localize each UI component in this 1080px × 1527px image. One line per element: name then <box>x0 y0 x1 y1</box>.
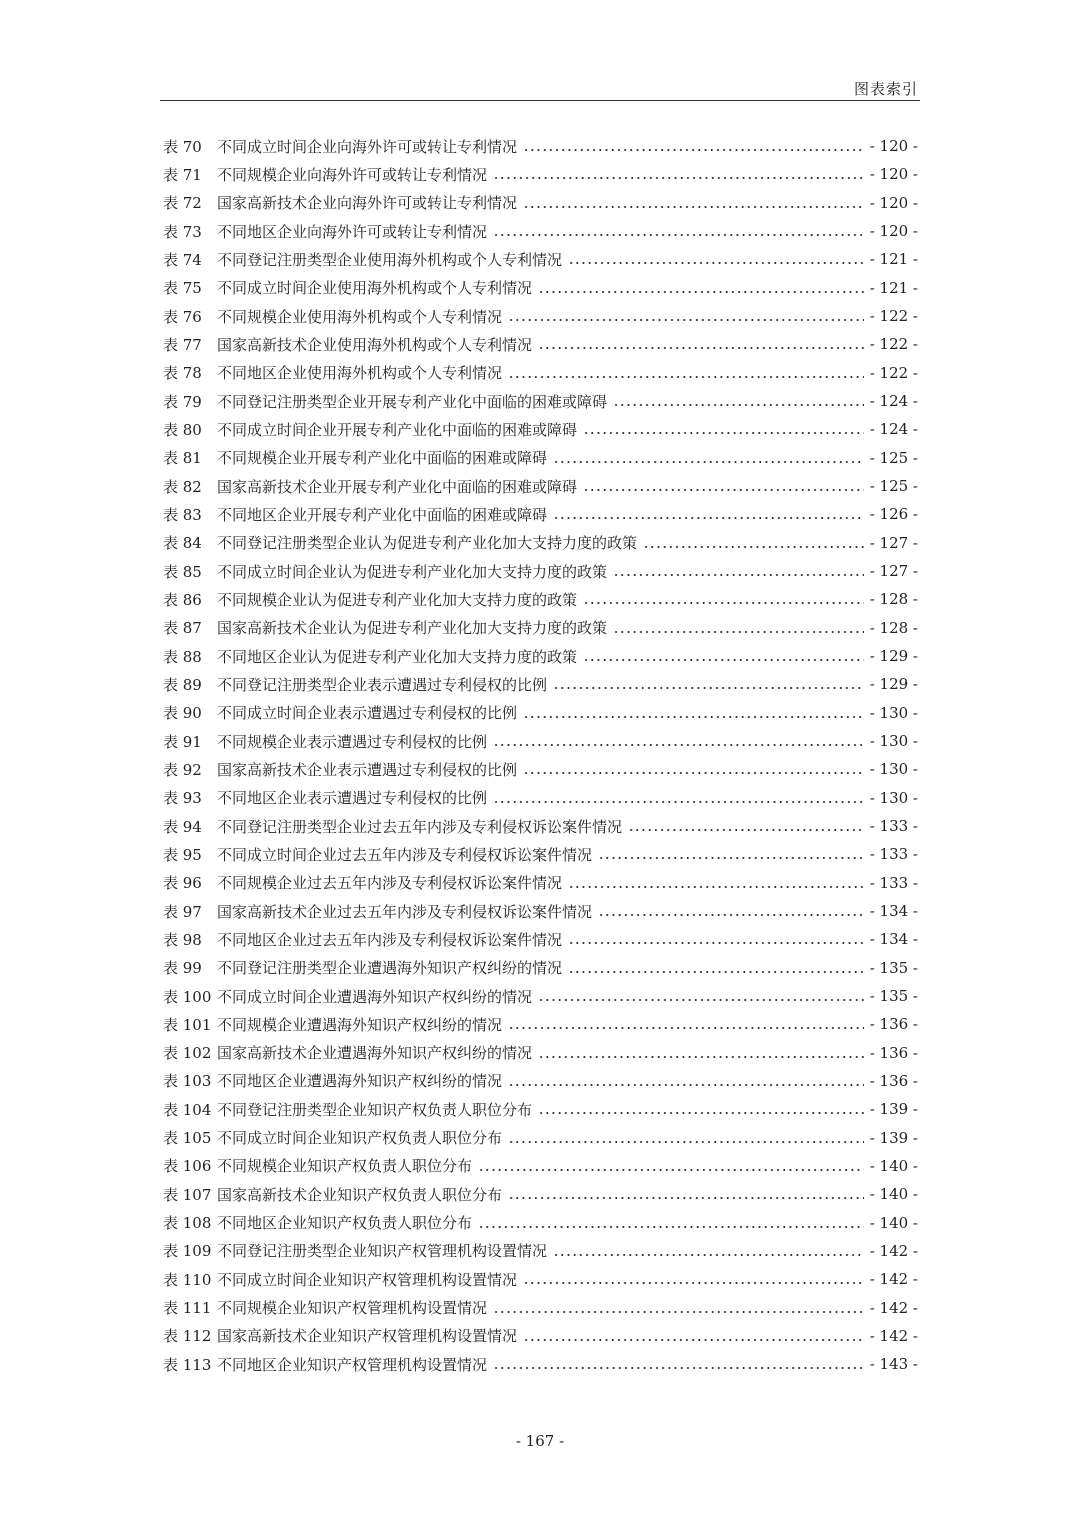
toc-entry-label: 表 102 <box>163 1044 212 1063</box>
dot-leader <box>523 1329 864 1343</box>
toc-entry-label: 表 77 <box>163 335 202 354</box>
toc-entry[interactable] <box>163 330 918 358</box>
toc-entry[interactable] <box>163 1067 918 1095</box>
toc-entry-label: 表 79 <box>163 392 202 411</box>
toc-entry-label: 表 87 <box>163 619 202 638</box>
toc-entry-label: 表 98 <box>163 930 202 949</box>
toc-entry-title: 不同成立时间企业知识产权负责人职位分布 <box>217 1129 503 1148</box>
toc-entry-page: - 136 - <box>869 1071 918 1090</box>
toc-entry-page: - 130 - <box>869 788 918 807</box>
dot-leader <box>523 139 864 153</box>
dot-leader <box>583 592 864 606</box>
toc-entry-title: 不同成立时间企业开展专利产业化中面临的困难或障碍 <box>217 420 578 439</box>
toc-entry[interactable] <box>163 812 918 840</box>
dot-leader <box>493 791 864 805</box>
toc-entry-page: - 130 - <box>869 732 918 751</box>
toc-entry-label: 表 73 <box>163 222 202 241</box>
header-rule <box>160 100 920 101</box>
toc-entry-page: - 142 - <box>869 1270 918 1289</box>
toc-entry-title: 不同成立时间企业遭遇海外知识产权纠纷的情况 <box>217 987 533 1006</box>
dot-leader <box>508 1131 864 1145</box>
toc-entry-label: 表 83 <box>163 505 202 524</box>
toc-entry-label: 表 95 <box>163 845 202 864</box>
toc-entry-label: 表 109 <box>163 1242 212 1261</box>
toc-entry-page: - 122 - <box>869 335 918 354</box>
dot-leader <box>553 1244 864 1258</box>
toc-entry[interactable] <box>163 1039 918 1067</box>
toc-entry[interactable] <box>163 727 918 755</box>
toc-entry-label: 表 97 <box>163 902 202 921</box>
dot-leader <box>478 1216 864 1230</box>
toc-entry[interactable] <box>163 670 918 698</box>
toc-entry-title: 不同登记注册类型企业认为促进专利产业化加大支持力度的政策 <box>217 534 638 553</box>
toc-entry-title: 不同成立时间企业知识产权管理机构设置情况 <box>217 1270 518 1289</box>
toc-entry[interactable] <box>163 1322 918 1350</box>
dot-leader <box>478 1159 864 1173</box>
toc-entry-page: - 120 - <box>869 137 918 156</box>
toc-entry-label: 表 92 <box>163 760 202 779</box>
toc-entry-label: 表 76 <box>163 307 202 326</box>
toc-entry-page: - 127 - <box>869 562 918 581</box>
toc-entry-page: - 121 - <box>869 278 918 297</box>
toc-entry-title: 不同规模企业知识产权负责人职位分布 <box>217 1157 473 1176</box>
toc-entry-title: 国家高新技术企业向海外许可或转让专利情况 <box>217 194 518 213</box>
toc-entry-title: 不同登记注册类型企业使用海外机构或个人专利情况 <box>217 250 563 269</box>
toc-entry-label: 表 70 <box>163 137 202 156</box>
toc-entry[interactable] <box>163 1010 918 1038</box>
toc-entry-page: - 126 - <box>869 505 918 524</box>
toc-entry-label: 表 75 <box>163 279 202 298</box>
toc-entry-page: - 133 - <box>869 845 918 864</box>
toc-entry[interactable] <box>163 472 918 500</box>
toc-entry-label: 表 81 <box>163 449 202 468</box>
toc-entry-page: - 127 - <box>869 533 918 552</box>
dot-leader <box>538 1046 864 1060</box>
dot-leader <box>493 167 864 181</box>
toc-entry[interactable] <box>163 585 918 613</box>
toc-entry-page: - 135 - <box>869 987 918 1005</box>
toc-entry[interactable] <box>163 415 918 443</box>
dot-leader <box>508 1074 864 1088</box>
toc-entry[interactable] <box>163 1293 918 1321</box>
toc-entry-page: - 139 - <box>869 1100 918 1119</box>
toc-entry-label: 表 108 <box>163 1214 212 1233</box>
toc-entry-page: - 120 - <box>869 193 918 212</box>
toc-entry[interactable] <box>163 302 918 330</box>
toc-entry-page: - 135 - <box>869 958 918 977</box>
dot-leader <box>523 706 864 720</box>
toc-entry-title: 国家高新技术企业知识产权负责人职位分布 <box>217 1185 503 1204</box>
toc-entry-page: - 142 - <box>869 1241 918 1260</box>
toc-entry-label: 表 112 <box>163 1327 212 1346</box>
toc-entry[interactable] <box>163 217 918 245</box>
toc-entry[interactable] <box>163 274 918 302</box>
toc-entry[interactable] <box>163 1095 918 1123</box>
toc-entry-title: 不同地区企业使用海外机构或个人专利情况 <box>217 364 503 383</box>
toc-entry-page: - 129 - <box>869 647 918 666</box>
dot-leader <box>508 366 864 380</box>
toc-entry-label: 表 113 <box>163 1355 212 1374</box>
toc-entry[interactable] <box>163 1350 918 1378</box>
dot-leader <box>493 734 864 748</box>
toc-entry-label: 表 107 <box>163 1185 212 1204</box>
toc-entry-title: 不同地区企业表示遭遇过专利侵权的比例 <box>217 789 488 808</box>
dot-leader <box>628 819 864 833</box>
toc-entry-title: 不同地区企业知识产权负责人职位分布 <box>217 1214 473 1233</box>
toc-entry[interactable] <box>163 982 918 1010</box>
toc-entry-label: 表 74 <box>163 250 202 269</box>
toc-entry-title: 不同登记注册类型企业知识产权管理机构设置情况 <box>217 1242 548 1261</box>
toc-entry-page: - 125 - <box>869 448 918 467</box>
toc-entry-page: - 124 - <box>869 392 918 411</box>
toc-entry-page: - 130 - <box>869 703 918 722</box>
toc-entry-title: 不同规模企业知识产权管理机构设置情况 <box>217 1299 488 1318</box>
toc-entry-page: - 129 - <box>869 675 918 694</box>
toc-entry-page: - 136 - <box>869 1043 918 1062</box>
dot-leader <box>538 1102 864 1116</box>
dot-leader <box>583 479 864 493</box>
toc-entry[interactable] <box>163 925 918 953</box>
toc-entry-title: 不同登记注册类型企业遭遇海外知识产权纠纷的情况 <box>217 959 563 978</box>
dot-leader <box>538 989 864 1003</box>
dot-leader <box>583 649 864 663</box>
toc-entry[interactable] <box>163 1208 918 1236</box>
toc-entry-title: 不同成立时间企业认为促进专利产业化加大支持力度的政策 <box>217 562 608 581</box>
dot-leader <box>598 847 864 861</box>
toc-entry-title: 不同地区企业向海外许可或转让专利情况 <box>217 222 488 241</box>
toc-entry[interactable] <box>163 869 918 897</box>
toc-entry-title: 国家高新技术企业认为促进专利产业化加大支持力度的政策 <box>217 619 608 638</box>
toc-entry-label: 表 100 <box>163 987 212 1006</box>
toc-entry-title: 不同成立时间企业表示遭遇过专利侵权的比例 <box>217 704 518 723</box>
table-index-list <box>163 132 918 1378</box>
dot-leader <box>598 904 864 918</box>
toc-entry-title: 不同规模企业开展专利产业化中面临的困难或障碍 <box>217 449 548 468</box>
toc-entry-label: 表 106 <box>163 1157 212 1176</box>
toc-entry-label: 表 80 <box>163 420 202 439</box>
dot-leader <box>568 252 864 266</box>
toc-entry-page: - 128 - <box>869 590 918 609</box>
toc-entry-title: 不同成立时间企业过去五年内涉及专利侵权诉讼案件情况 <box>217 845 593 864</box>
toc-entry-page: - 133 - <box>869 817 918 836</box>
toc-entry-label: 表 103 <box>163 1072 212 1091</box>
toc-entry-page: - 134 - <box>869 930 918 949</box>
toc-entry-page: - 120 - <box>869 165 918 184</box>
dot-leader <box>523 762 864 776</box>
toc-entry-label: 表 78 <box>163 364 202 383</box>
toc-entry[interactable] <box>163 840 918 868</box>
toc-entry-title: 不同规模企业遭遇海外知识产权纠纷的情况 <box>217 1015 503 1034</box>
toc-entry[interactable] <box>163 954 918 982</box>
dot-leader <box>493 224 864 238</box>
dot-leader <box>568 932 864 946</box>
toc-entry-label: 表 88 <box>163 647 202 666</box>
toc-entry-page: - 121 - <box>869 250 918 269</box>
toc-entry-label: 表 96 <box>163 874 202 893</box>
toc-entry-title: 不同成立时间企业向海外许可或转让专利情况 <box>217 137 518 156</box>
toc-entry-title: 不同地区企业遭遇海外知识产权纠纷的情况 <box>217 1072 503 1091</box>
dot-leader <box>508 1187 864 1201</box>
toc-entry-title: 不同登记注册类型企业知识产权负责人职位分布 <box>217 1100 533 1119</box>
toc-entry-title: 不同规模企业表示遭遇过专利侵权的比例 <box>217 732 488 751</box>
dot-leader <box>553 507 864 521</box>
dot-leader <box>613 394 864 408</box>
toc-entry[interactable] <box>163 1265 918 1293</box>
toc-entry-page: - 130 - <box>869 760 918 779</box>
toc-entry-title: 不同成立时间企业使用海外机构或个人专利情况 <box>217 279 533 298</box>
toc-entry[interactable] <box>163 1152 918 1180</box>
toc-entry-label: 表 84 <box>163 534 202 553</box>
toc-entry[interactable] <box>163 359 918 387</box>
dot-leader <box>508 309 864 323</box>
toc-entry[interactable] <box>163 529 918 557</box>
dot-leader <box>493 1357 864 1371</box>
page-header-title: 图表索引 <box>853 80 918 98</box>
toc-entry-page: - 122 - <box>869 363 918 382</box>
toc-entry-title: 国家高新技术企业开展专利产业化中面临的困难或障碍 <box>217 477 578 496</box>
toc-entry-title: 不同规模企业认为促进专利产业化加大支持力度的政策 <box>217 590 578 609</box>
toc-entry-page: - 142 - <box>869 1326 918 1345</box>
toc-entry-label: 表 89 <box>163 675 202 694</box>
toc-entry[interactable] <box>163 784 918 812</box>
toc-entry-label: 表 101 <box>163 1015 212 1034</box>
toc-entry[interactable] <box>163 897 918 925</box>
toc-entry-label: 表 91 <box>163 732 202 751</box>
toc-entry-label: 表 94 <box>163 817 202 836</box>
toc-entry-page: - 142 - <box>869 1298 918 1317</box>
toc-entry[interactable] <box>163 755 918 783</box>
toc-entry[interactable] <box>163 614 918 642</box>
toc-entry-label: 表 93 <box>163 789 202 808</box>
toc-entry[interactable] <box>163 132 918 160</box>
dot-leader <box>493 1301 864 1315</box>
toc-entry[interactable] <box>163 387 918 415</box>
toc-entry-title: 不同登记注册类型企业过去五年内涉及专利侵权诉讼案件情况 <box>217 817 623 836</box>
toc-entry-title: 国家高新技术企业过去五年内涉及专利侵权诉讼案件情况 <box>217 902 593 921</box>
toc-entry-page: - 134 - <box>869 902 918 921</box>
toc-entry-label: 表 71 <box>163 165 202 184</box>
dot-leader <box>538 281 864 295</box>
toc-entry[interactable] <box>163 642 918 670</box>
toc-entry-page: - 120 - <box>869 222 918 241</box>
toc-entry-page: - 140 - <box>869 1156 918 1175</box>
toc-entry-title: 国家高新技术企业表示遭遇过专利侵权的比例 <box>217 760 518 779</box>
toc-entry-label: 表 111 <box>163 1299 212 1318</box>
dot-leader <box>508 1017 864 1031</box>
dot-leader <box>568 961 864 975</box>
toc-entry-page: - 124 - <box>869 420 918 439</box>
toc-entry[interactable] <box>163 699 918 727</box>
toc-entry[interactable] <box>163 1237 918 1265</box>
toc-entry-label: 表 85 <box>163 562 202 581</box>
toc-entry-title: 不同地区企业开展专利产业化中面临的困难或障碍 <box>217 505 548 524</box>
toc-entry-page: - 133 - <box>869 873 918 892</box>
toc-entry-title: 不同地区企业知识产权管理机构设置情况 <box>217 1355 488 1374</box>
dot-leader <box>613 564 864 578</box>
toc-entry[interactable] <box>163 557 918 585</box>
toc-entry-label: 表 105 <box>163 1129 212 1148</box>
toc-entry[interactable] <box>163 444 918 472</box>
toc-entry-page: - 140 - <box>869 1185 918 1204</box>
toc-entry-label: 表 90 <box>163 704 202 723</box>
toc-entry-title: 不同规模企业过去五年内涉及专利侵权诉讼案件情况 <box>217 874 563 893</box>
dot-leader <box>523 1272 864 1286</box>
toc-entry-page: - 143 - <box>869 1355 918 1374</box>
toc-entry[interactable] <box>163 160 918 188</box>
toc-entry-label: 表 86 <box>163 590 202 609</box>
dot-leader <box>538 337 864 351</box>
toc-entry[interactable] <box>163 1180 918 1208</box>
toc-entry-title: 国家高新技术企业知识产权管理机构设置情况 <box>217 1327 518 1346</box>
toc-entry-label: 表 99 <box>163 959 202 978</box>
toc-entry-label: 表 110 <box>163 1270 212 1289</box>
toc-entry-title: 不同登记注册类型企业开展专利产业化中面临的困难或障碍 <box>217 392 608 411</box>
toc-entry-title: 不同登记注册类型企业表示遭遇过专利侵权的比例 <box>217 675 548 694</box>
dot-leader <box>553 677 864 691</box>
dot-leader <box>553 451 864 465</box>
dot-leader <box>568 876 864 890</box>
toc-entry-page: - 136 - <box>869 1015 918 1034</box>
toc-entry-page: - 139 - <box>869 1128 918 1147</box>
toc-entry-title: 不同地区企业过去五年内涉及专利侵权诉讼案件情况 <box>217 930 563 949</box>
toc-entry-label: 表 72 <box>163 194 202 213</box>
toc-entry-label: 表 82 <box>163 477 202 496</box>
toc-entry-title: 国家高新技术企业使用海外机构或个人专利情况 <box>217 335 533 354</box>
toc-entry[interactable] <box>163 1123 918 1151</box>
toc-entry-page: - 128 - <box>869 618 918 637</box>
dot-leader <box>583 422 864 436</box>
toc-entry-title: 不同规模企业使用海外机构或个人专利情况 <box>217 307 503 326</box>
dot-leader <box>643 536 864 550</box>
toc-entry-title: 不同地区企业认为促进专利产业化加大支持力度的政策 <box>217 647 578 666</box>
dot-leader <box>523 196 864 210</box>
toc-entry-page: - 125 - <box>869 477 918 496</box>
page-number: - 167 - <box>515 1432 565 1450</box>
dot-leader <box>613 621 864 635</box>
toc-entry[interactable] <box>163 500 918 528</box>
toc-entry-title: 国家高新技术企业遭遇海外知识产权纠纷的情况 <box>217 1044 533 1063</box>
toc-entry[interactable] <box>163 245 918 273</box>
toc-entry-page: - 140 - <box>869 1213 918 1232</box>
toc-entry[interactable] <box>163 189 918 217</box>
toc-entry-page: - 122 - <box>869 307 918 326</box>
toc-entry-title: 不同规模企业向海外许可或转让专利情况 <box>217 165 488 184</box>
toc-entry-label: 表 104 <box>163 1100 212 1119</box>
